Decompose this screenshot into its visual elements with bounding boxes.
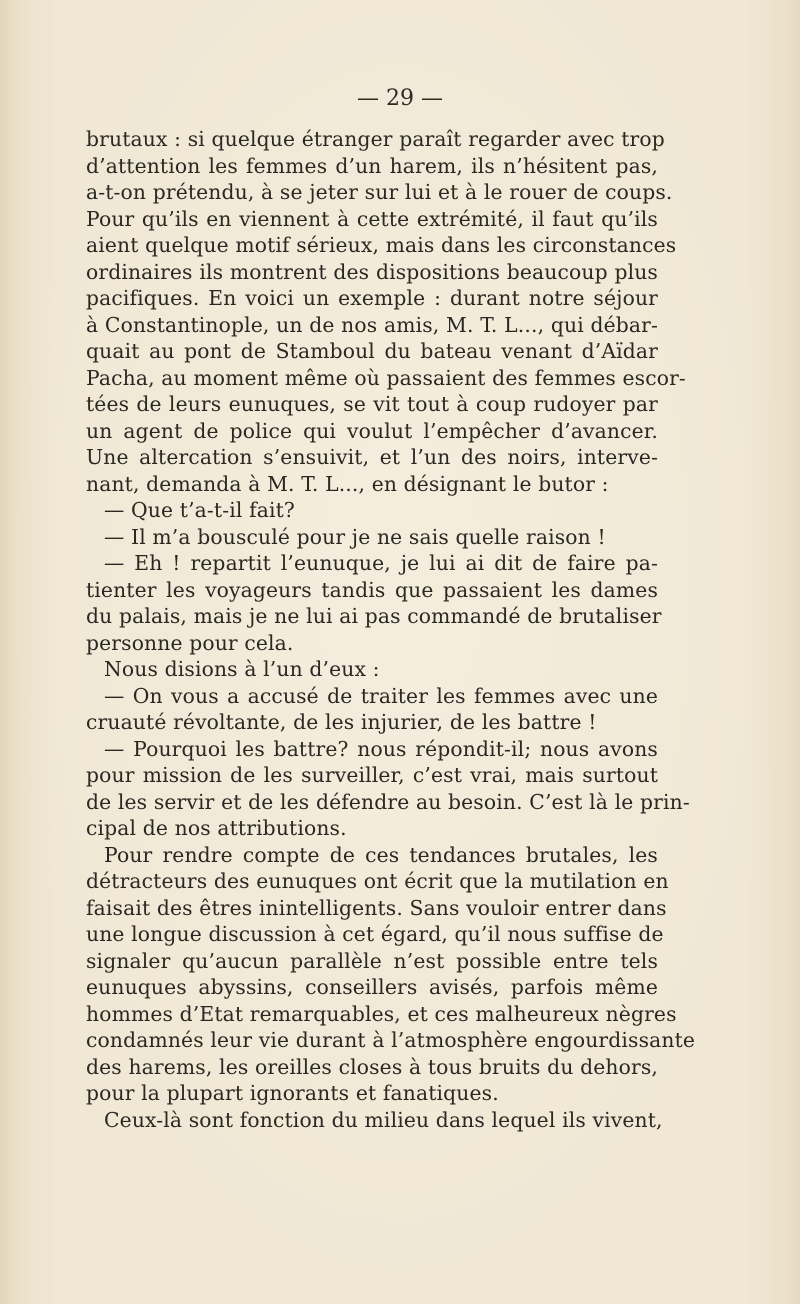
text-line: signaler qu’aucun parallèle n’est possible entre tels	[86, 948, 658, 973]
paragraph-start: Nous disions à l’un d’eux :	[104, 657, 380, 681]
text-line: ordinaires ils montrent des dispositions beaucoup plus	[86, 259, 658, 284]
text-line: tienter les voyageurs tandis que passaient les dames	[86, 577, 658, 602]
text-line: d’attention les femmes d’un harem, ils n’hésitent pas,	[86, 153, 658, 178]
dialogue-line: — Il m’a bousculé pour je ne sais quelle raison !	[104, 524, 606, 549]
text-line: cipal de nos attributions.	[86, 816, 347, 840]
text-line: Pour qu’ils en viennent à cette extrémité, il faut qu’ils	[86, 206, 658, 231]
dialogue-line: — Que t’a-t-il fait?	[104, 498, 295, 522]
text-line: Pacha, au moment même où passaient des femmes escor-	[86, 365, 686, 390]
text-line: condamnés leur vie durant à l’atmosphère engourdissante	[86, 1028, 696, 1052]
text-line: faisait des êtres inintelligents. Sans vouloir entrer dans	[86, 895, 667, 920]
text-line: un agent de police qui voulut l’empêcher d’avancer.	[86, 418, 658, 443]
text-line: brutaux : si quelque étranger paraît regarder avec trop	[86, 127, 665, 151]
text-line: aient quelque motif sérieux, mais dans les circonstances	[86, 233, 677, 257]
text-line: quait au pont de Stamboul du bateau venant d’Aïdar	[86, 339, 658, 363]
text-line: eunuques abyssins, conseillers avisés, parfois même	[86, 975, 658, 999]
paragraph-start: Pour rendre compte de ces tendances brutales, les	[104, 842, 658, 867]
dialogue-line: — Pourquoi les battre? nous répondit-il; nous avons	[104, 736, 658, 761]
text-line: une longue discussion à cet égard, qu’il nous suffise de	[86, 922, 664, 946]
body-text	[86, 126, 696, 1133]
paragraph-start: Ceux-là sont fonction du milieu dans lequel ils vivent,	[104, 1107, 663, 1132]
text-line: à Constantinople, un de nos amis, M. T. L..., qui débar-	[86, 312, 658, 337]
text-line: pacifiques. En voici un exemple : durant notre séjour	[86, 286, 658, 310]
text-line: Une altercation s’ensuivit, et l’un des noirs, interve-	[86, 445, 658, 469]
text-line: des harems, les oreilles closes à tous bruits du dehors,	[86, 1054, 658, 1079]
text-line: cruauté révoltante, de les injurier, de les battre !	[86, 710, 597, 734]
dialogue-line: — On vous a accusé de traiter les femmes avec une	[104, 683, 658, 708]
text-line: détracteurs des eunuques ont écrit que la mutilation en	[86, 869, 669, 893]
text-line: nant, demanda à M. T. L..., en désignant le butor :	[86, 471, 609, 496]
text-line: pour mission de les surveiller, c’est vrai, mais surtout	[86, 763, 658, 787]
text-line: hommes d’Etat remarquables, et ces malheureux nègres	[86, 1001, 677, 1026]
text-line: personne pour cela.	[86, 630, 294, 655]
text-line: du palais, mais je ne lui ai pas commandé de brutaliser	[86, 604, 662, 628]
text-line: de les servir et de les défendre au besoin. C’est là le prin-	[86, 789, 690, 814]
text-line: tées de leurs eunuques, se vit tout à coup rudoyer par	[86, 392, 658, 416]
text-line: a-t-on prétendu, à se jeter sur lui et à le rouer de coups.	[86, 180, 673, 204]
text-line: pour la plupart ignorants et fanatiques.	[86, 1081, 499, 1105]
dialogue-line: — Eh ! repartit l’eunuque, je lui ai dit de faire pa-	[104, 551, 658, 575]
page-number: — 29 —	[357, 86, 443, 111]
